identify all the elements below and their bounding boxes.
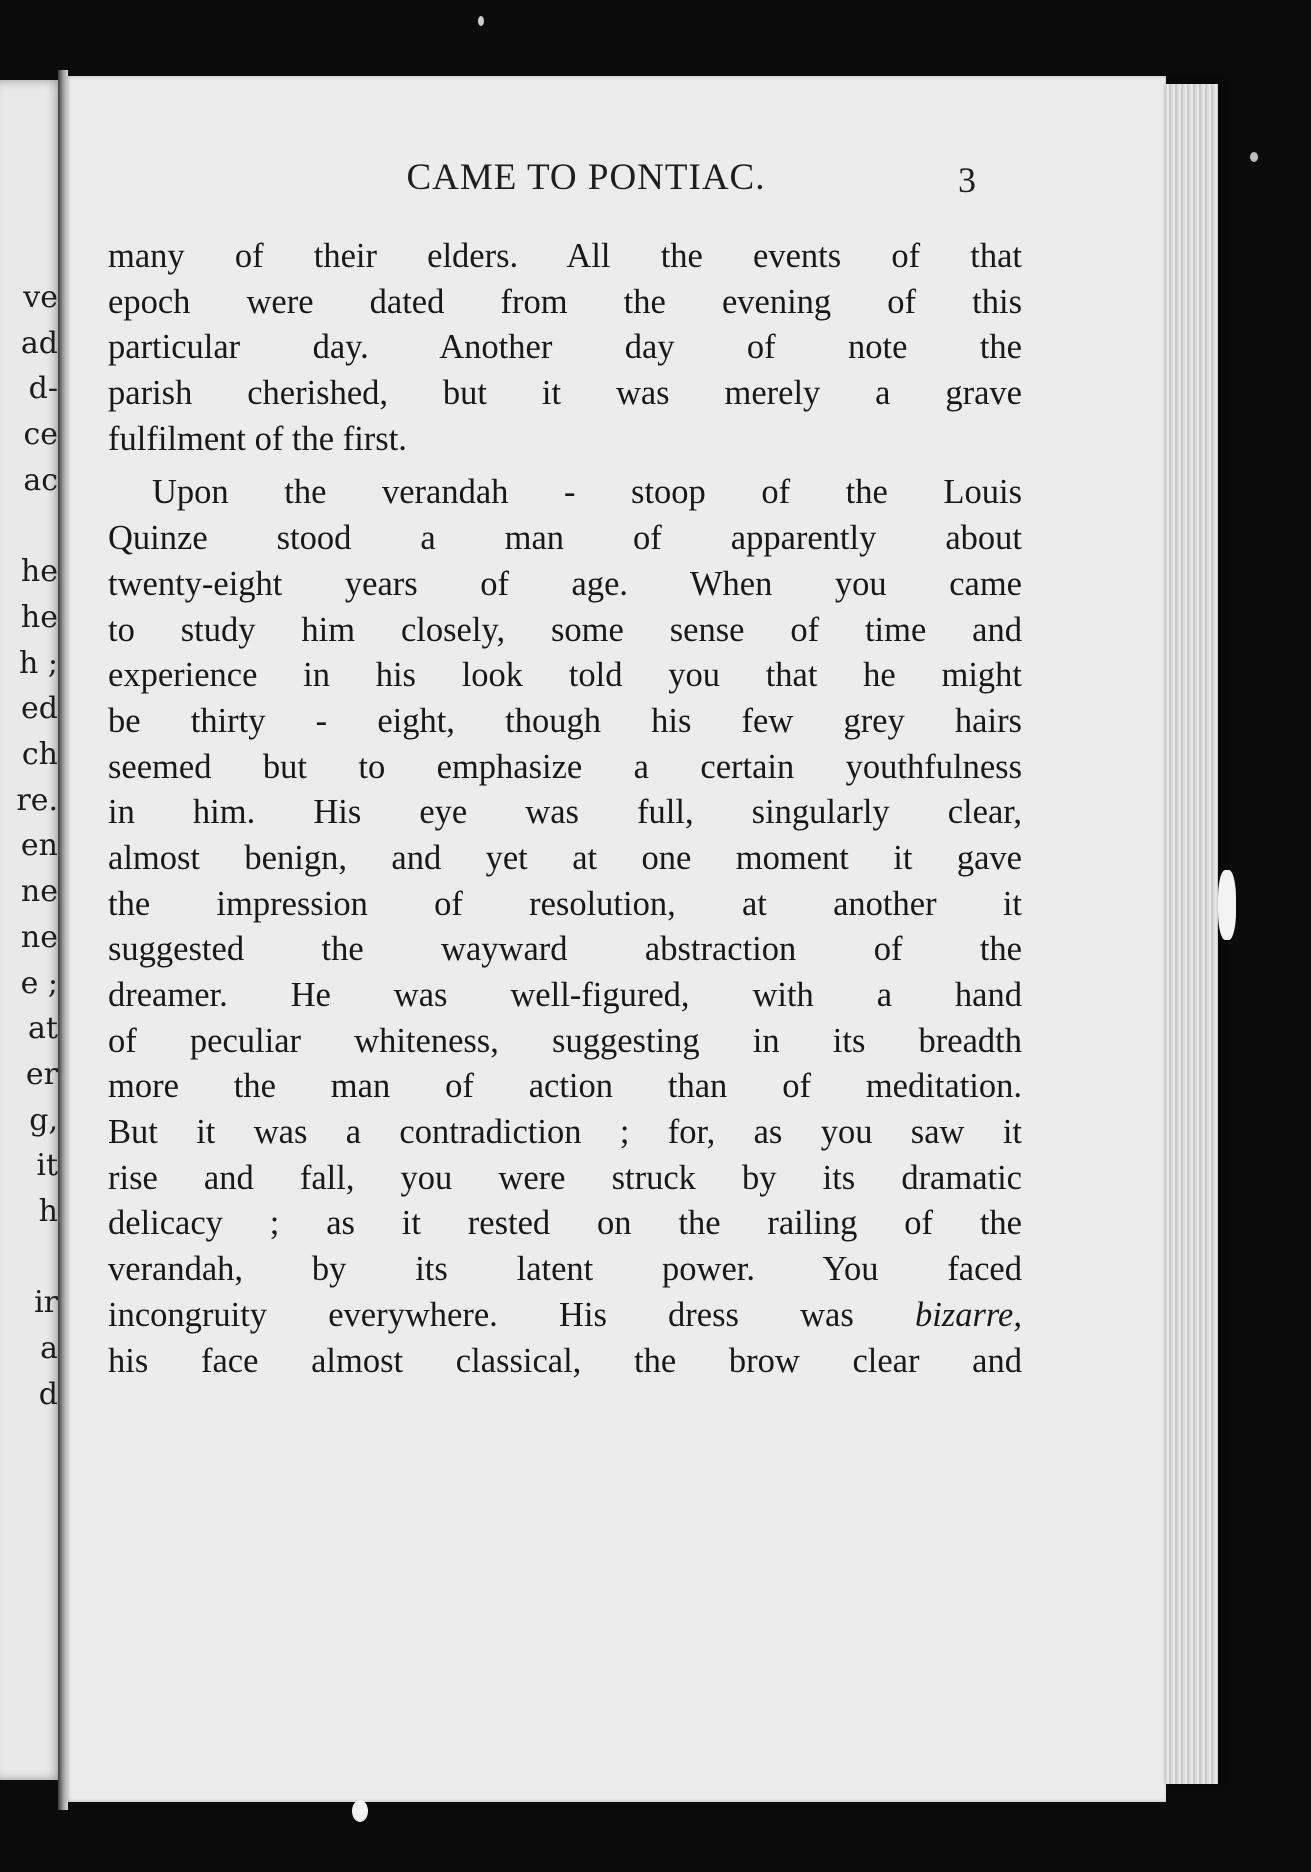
text-line: suggested the wayward abstraction of the <box>108 930 1022 969</box>
previous-page-fragment: he <box>20 599 58 635</box>
previous-page-fragment: re. <box>16 782 58 818</box>
text-line: parish cherished, but it was merely a grave <box>108 374 1022 413</box>
text-line: Upon the verandah - stoop of the Louis <box>152 473 1022 512</box>
text-line: fulfilment of the first. <box>108 419 407 458</box>
text-line: verandah, by its latent power. You faced <box>108 1250 1022 1289</box>
previous-page-fragment: ed <box>21 691 58 727</box>
previous-page-edge <box>0 80 62 1780</box>
previous-page-fragment: ve <box>23 280 58 315</box>
text-line: of peculiar whiteness, suggesting in its breadth <box>108 1021 1022 1060</box>
scan-speck <box>478 16 484 26</box>
previous-page-fragment: ne <box>20 919 58 955</box>
previous-page-fragment: a <box>40 1331 58 1367</box>
previous-page-fragment: ad <box>20 325 58 361</box>
text-line: his face almost classical, the brow clear and <box>108 1341 1022 1380</box>
previous-page-fragment: er <box>25 1056 58 1092</box>
body-text <box>108 234 1022 1384</box>
text-line: seemed but to emphasize a certain youthfulness <box>108 747 1022 786</box>
text-line: be thirty - eight, though his few grey hairs <box>108 701 1022 740</box>
text-line: to study him closely, some sense of time and <box>108 610 1022 649</box>
text-line: twenty-eight years of age. When you came <box>108 564 1022 603</box>
previous-page-fragment: he <box>20 554 58 590</box>
previous-page-fragment: ne <box>20 874 58 910</box>
scan-speck <box>352 1800 368 1822</box>
previous-page-fragment: d <box>38 1376 58 1412</box>
page-edge-stack <box>1166 84 1218 1784</box>
text-line: more the man of action than of meditation. <box>108 1067 1022 1106</box>
book-page <box>66 76 1166 1802</box>
previous-page-fragment: ir <box>34 1285 58 1321</box>
previous-page-fragment: at <box>28 1011 58 1047</box>
paragraph-1 <box>108 234 1022 462</box>
paragraph-gap <box>108 462 1022 470</box>
running-title: CAME TO PONTIAC. <box>406 157 766 198</box>
text-line-with-italic <box>108 1293 1022 1339</box>
text-line: in him. His eye was full, singularly clear, <box>108 793 1022 832</box>
text-line-lead: incongruity everywhere. His dress was <box>108 1295 915 1334</box>
text-line: delicacy ; as it rested on the railing of the <box>108 1204 1022 1243</box>
previous-page-fragment: en <box>20 828 58 864</box>
text-line: dreamer. He was well-figured, with a hand <box>108 976 1022 1014</box>
text-line: many of their elders. All the events of that <box>108 237 1022 275</box>
page-number: 3 <box>958 160 976 200</box>
text-line: But it was a contradiction ; for, as you saw it <box>108 1113 1022 1152</box>
italic-word: bizarre, <box>914 1295 1022 1334</box>
text-line: almost benign, and yet at one moment it gave <box>108 838 1022 877</box>
previous-page-fragment: g, <box>29 1102 58 1138</box>
previous-page-fragment: ac <box>23 462 58 498</box>
text-line: experience in his look told you that he might <box>108 656 1022 695</box>
previous-page-fragment: it <box>36 1148 58 1184</box>
text-line: Quinze stood a man of apparently about <box>108 519 1022 558</box>
previous-page-fragment: h <box>38 1194 58 1229</box>
previous-page-fragment: d- <box>28 371 58 407</box>
text-line: epoch were dated from the evening of this <box>108 282 1022 321</box>
previous-page-fragment: ce <box>23 417 58 453</box>
scan-speck <box>1250 152 1258 162</box>
text-line: particular day. Another day of note the <box>108 328 1022 367</box>
previous-page-fragment: e ; <box>20 965 58 1001</box>
previous-page-fragment: ch <box>21 737 58 772</box>
text-line: the impression of resolution, at another it <box>108 884 1022 923</box>
text-line: rise and fall, you were struck by its dramatic <box>108 1158 1022 1197</box>
scan-speck <box>1218 870 1236 940</box>
paragraph-2 <box>108 470 1022 1384</box>
previous-page-fragment: h ; <box>19 645 58 681</box>
